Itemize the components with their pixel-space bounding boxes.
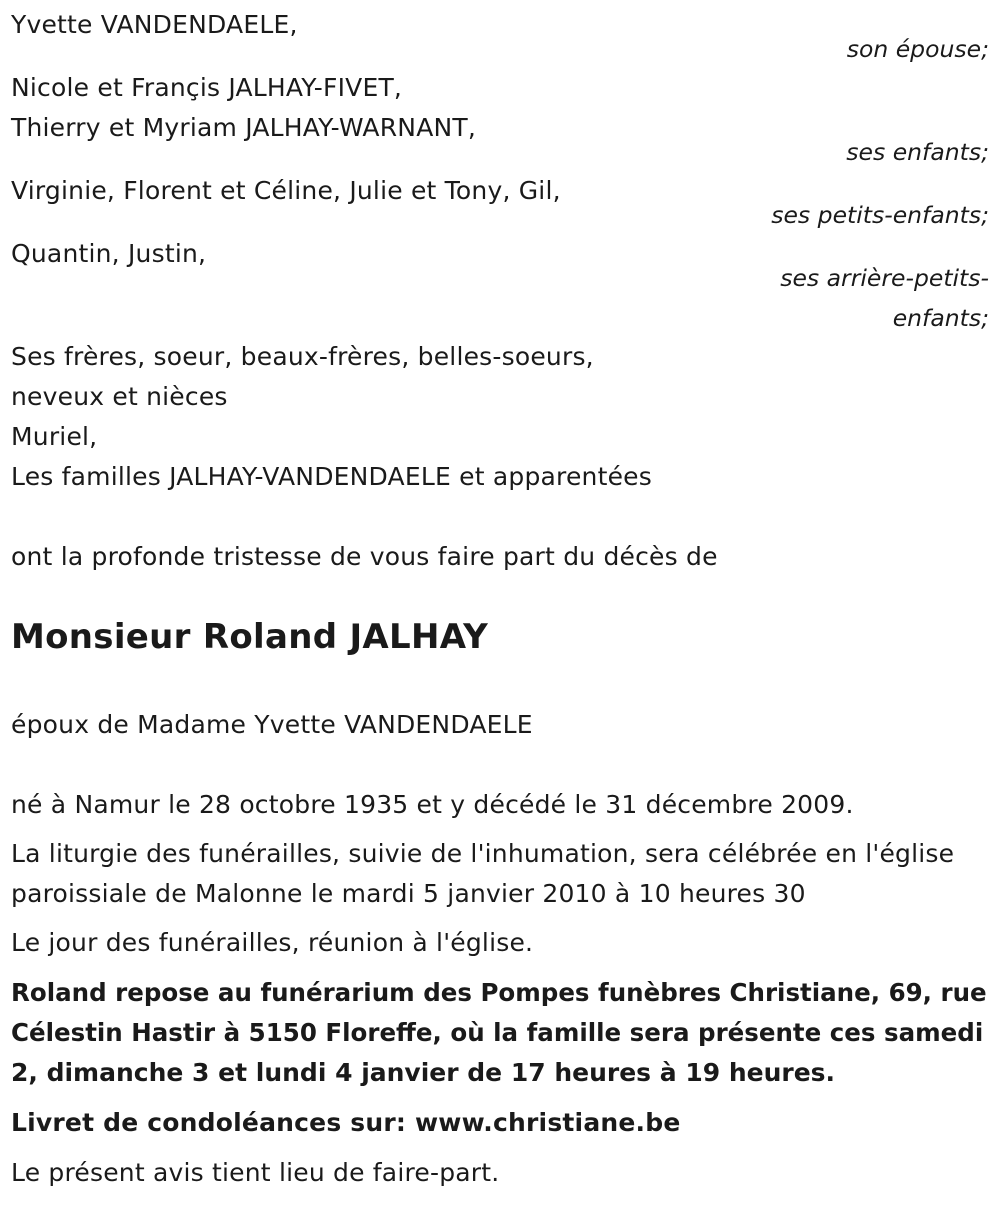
announcement: ont la profonde tristesse de vous faire part du décès de	[11, 542, 718, 571]
liturgy-line-1: La liturgie des funérailles, suivie de l'inhumation, sera célébrée en l'église	[11, 839, 955, 868]
others-3: Muriel,	[11, 422, 98, 451]
rest-line-3: 2, dimanche 3 et lundi 4 janvier de 17 heures à 19 heures.	[11, 1058, 836, 1087]
deceased-name: Monsieur Roland JALHAY	[11, 617, 489, 657]
notice: Le présent avis tient lieu de faire-part.	[11, 1158, 500, 1187]
birth-death: né à Namur le 28 octobre 1935 et y décédé le 31 décembre 2009.	[11, 790, 854, 819]
great-grandchildren-role-1: ses arrière-petits-	[780, 264, 989, 292]
child-1: Nicole et Françis JALHAY-FIVET,	[11, 73, 403, 102]
spouse-name: Yvette VANDENDAELE,	[11, 10, 298, 39]
others-4: Les familles JALHAY-VANDENDAELE et apparentées	[11, 462, 652, 491]
others-2: neveux et nièces	[11, 382, 228, 411]
liturgy-line-2: paroissiale de Malonne le mardi 5 janvier 2010 à 10 heures 30	[11, 879, 806, 908]
children-role: ses enfants;	[846, 138, 989, 166]
child-2: Thierry et Myriam JALHAY-WARNANT,	[11, 113, 477, 142]
rest-line-2: Célestin Hastir à 5150 Floreffe, où la famille sera présente ces samedi	[11, 1018, 984, 1047]
great-grandchildren: Quantin, Justin,	[11, 239, 207, 268]
great-grandchildren-role-2: enfants;	[892, 304, 989, 332]
rest-line-1: Roland repose au funérarium des Pompes funèbres Christiane, 69, rue	[11, 978, 987, 1007]
spouse-role: son épouse;	[846, 35, 989, 63]
spouse-of: époux de Madame Yvette VANDENDAELE	[11, 710, 533, 739]
grandchildren: Virginie, Florent et Céline, Julie et Tony, Gil,	[11, 176, 561, 205]
meeting: Le jour des funérailles, réunion à l'église.	[11, 928, 534, 957]
grandchildren-role: ses petits-enfants;	[771, 201, 989, 229]
condolences: Livret de condoléances sur: www.christiane.be	[11, 1108, 681, 1137]
others-1: Ses frères, soeur, beaux-frères, belles-soeurs,	[11, 342, 594, 371]
